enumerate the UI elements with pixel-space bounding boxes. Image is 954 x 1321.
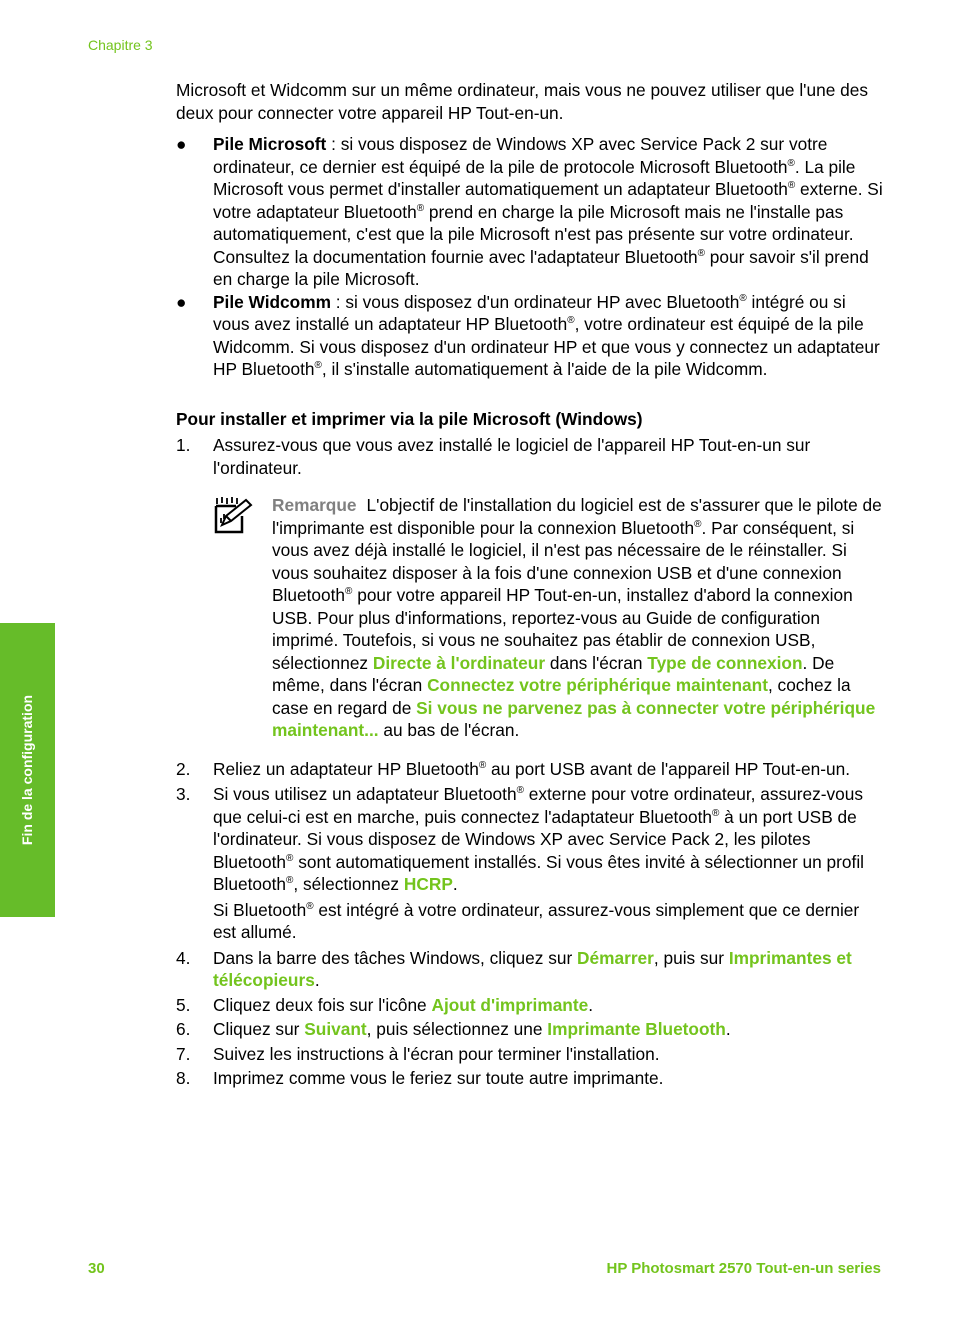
bullet-item-microsoft: ● Pile Microsoft : si vous disposez de Windows XP avec Service Pack 2 sur votre ordinateur, ce dernier est équipé de la pile de protocole Microsoft Bluetooth®. La pile Microsoft vous permet d'installer automatiquement un adaptateur Bluetooth® externe. Si votre adaptateur Bluetooth® prend en charge la pile Microsoft mais ne l'installe pas automatiquement, c'est que la pile Microsoft n'est pas présente sur votre ordinateur. Consultez la documentation fournie avec l'adaptateur Bluetooth® pour savoir s'il prend en charge la pile Microsoft. bbox=[176, 134, 883, 289]
step-number: 7. bbox=[176, 1043, 191, 1064]
bullet-marker: ● bbox=[176, 134, 187, 154]
chapter-header: Chapitre 3 bbox=[88, 37, 153, 53]
step-number: 5. bbox=[176, 994, 191, 1015]
step-item: 4. Dans la barre des tâches Windows, cliquez sur Démarrer, puis sur Imprimantes et télécopieurs. bbox=[176, 947, 852, 990]
step-item: 7. Suivez les instructions à l'écran pour terminer l'installation. bbox=[176, 1043, 660, 1064]
step-number: 8. bbox=[176, 1068, 191, 1088]
note-pencil-icon bbox=[212, 494, 254, 536]
section-heading: Pour installer et imprimer via la pile Microsoft (Windows) bbox=[176, 408, 643, 429]
bullet-title: Pile Widcomm bbox=[213, 291, 331, 312]
page-content bbox=[176, 79, 886, 1090]
note-label: Remarque bbox=[272, 495, 357, 515]
side-tab-label: Fin de la configuration bbox=[19, 694, 35, 846]
ui-term: Ajout d'imprimante bbox=[431, 994, 589, 1015]
step-number: 4. bbox=[176, 947, 191, 968]
bullet-title: Pile Microsoft bbox=[213, 134, 327, 154]
step-subparagraph: Si Bluetooth® est intégré à votre ordinateur, assurez-vous simplement que ce dernier est allumé. bbox=[213, 899, 860, 942]
ui-term: Imprimante Bluetooth bbox=[547, 1019, 726, 1039]
bullet-item-widcomm: ● Pile Widcomm : si vous disposez d'un ordinateur HP avec Bluetooth® intégré ou si vous avez installé un adaptateur HP Bluetooth®, votre ordinateur est équipé de la pile Widcomm. Si vous disposez d'un ordinateur HP et que vous y connectez un adaptateur HP Bluetooth®, il s'installe automatiquement à l'aide de la pile Widcomm. bbox=[176, 291, 880, 379]
ui-term: HCRP bbox=[403, 874, 453, 894]
step-number: 1. bbox=[176, 435, 191, 455]
step-item: 1. Assurez-vous que vous avez installé le logiciel de l'appareil HP Tout-en-un sur l'ordinateur. bbox=[176, 435, 811, 478]
step-item: 3. Si vous utilisez un adaptateur Bluetooth® externe pour votre ordinateur, assurez-vous que celui-ci est en marche, puis connectez l'adaptateur Bluetooth® à un port USB de l'ordinateur. Si vous disposez de Windows XP avec Service Pack 2, les pilotes Bluetooth® sont automatiquement installés. Si vous êtes invité à sélectionner un profil Bluetooth®, sélectionnez HCRP. bbox=[176, 784, 864, 894]
step-number: 3. bbox=[176, 784, 191, 804]
ui-term: Démarrer bbox=[577, 947, 654, 968]
product-name: HP Photosmart 2570 Tout-en-un series bbox=[606, 1260, 881, 1277]
step-number: 6. bbox=[176, 1019, 191, 1039]
step-item: 8. Imprimez comme vous le feriez sur toute autre imprimante. bbox=[176, 1068, 664, 1088]
ui-term: Si vous ne parvenez pas à connecter votre périphérique maintenant... bbox=[272, 697, 876, 740]
ui-term: Directe à l'ordinateur bbox=[372, 652, 546, 673]
ui-term: Connectez votre périphérique maintenant bbox=[427, 675, 768, 695]
ui-term: Imprimantes et télécopieurs bbox=[213, 947, 852, 990]
intro-paragraph: Microsoft et Widcomm sur un même ordinateur, mais vous ne pouvez utiliser que l'une des deux pour connecter votre appareil HP Tout-en-un. bbox=[176, 80, 868, 123]
ui-term: Type de connexion bbox=[647, 652, 803, 673]
step-item: 5. Cliquez deux fois sur l'icône Ajout d'imprimante. bbox=[176, 994, 594, 1015]
note-block: Remarque L'objectif de l'installation du logiciel est de s'assurer que le pilote de l'imprimante est disponible pour la connexion Bluetooth®. Par conséquent, si vous avez déjà installé le logiciel, il n'est pas nécessaire de le réinstaller. Si vous souhaitez disposer à la fois d'une connexion USB et d'une connexion Bluetooth® pour votre appareil HP Tout-en-un, installez d'abord la connexion USB. Pour plus d'informations, reportez-vous au Guide de configuration imprimé. Toutefois, si vous ne souhaitez pas établir de connexion USB, sélectionnez Directe à l'ordinateur dans l'écran Type de connexion. De même, dans l'écran Connectez votre périphérique maintenant, cochez la case en regard de Si vous ne parvenez pas à connecter votre périphérique maintenant... au bas de l'écran. bbox=[176, 494, 886, 742]
page-number: 30 bbox=[88, 1260, 105, 1277]
bullet-marker: ● bbox=[176, 291, 187, 312]
step-number: 2. bbox=[176, 758, 191, 779]
step-item: 6. Cliquez sur Suivant, puis sélectionnez une Imprimante Bluetooth. bbox=[176, 1019, 731, 1039]
ui-term: Suivant bbox=[304, 1019, 367, 1039]
step-item: 2. Reliez un adaptateur HP Bluetooth® au port USB avant de l'appareil HP Tout-en-un. bbox=[176, 758, 851, 779]
